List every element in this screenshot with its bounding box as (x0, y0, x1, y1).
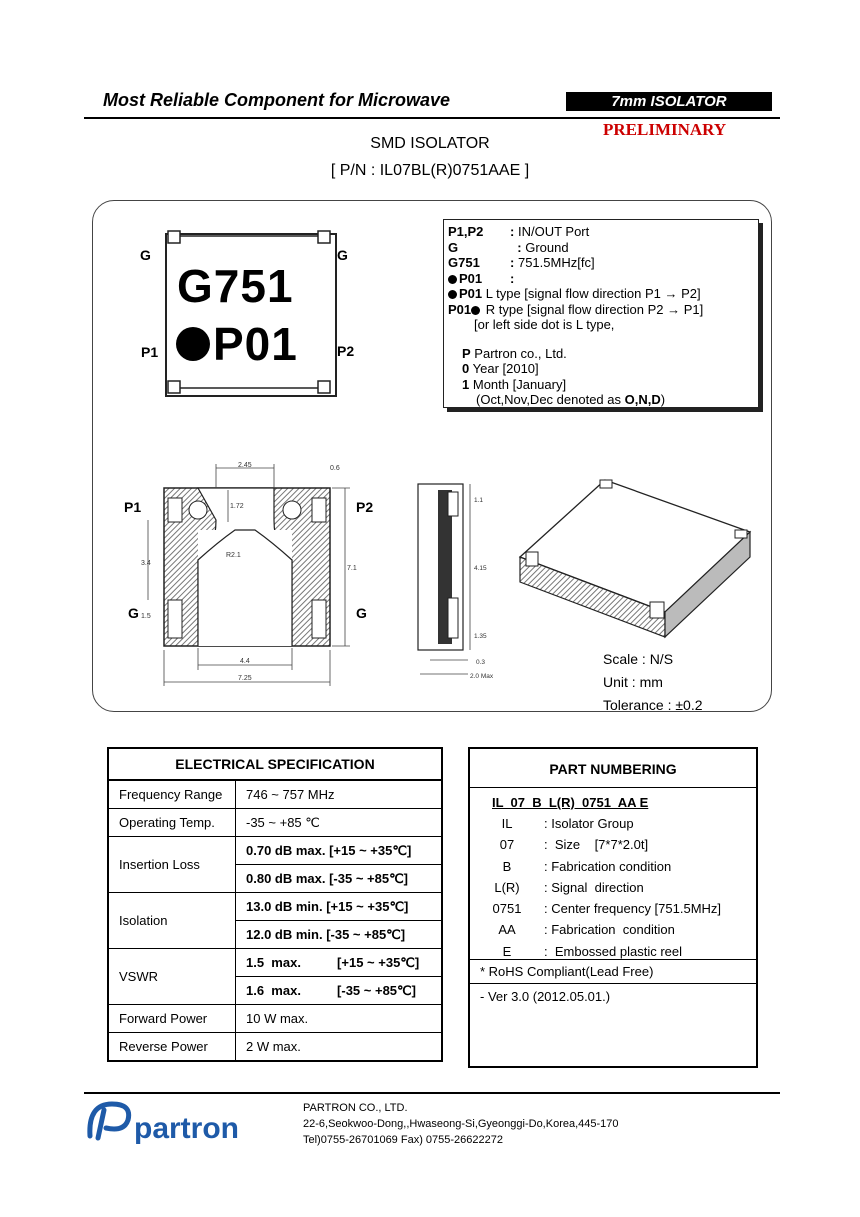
dim-label-g-left: G (128, 605, 139, 621)
company-address: 22-6,Seokwoo-Dong,,Hwaseong-Si,Gyeonggi-Do,Korea,445-170 (303, 1118, 619, 1130)
marking-label-g-left: G (140, 247, 151, 263)
divider (470, 959, 756, 960)
part-code-list (470, 813, 756, 962)
dim-label-p1: P1 (124, 499, 142, 515)
list-item: L(R) : Signal direction (494, 879, 644, 895)
dot-icon (471, 306, 480, 315)
bottom-view-drawing (140, 460, 360, 690)
document-part-number: [ P/N : IL07BL(R)0751AAE ] (330, 162, 530, 179)
list-item: B : Fabrication condition (502, 858, 672, 874)
dim-text: 1.1 (474, 497, 484, 504)
dot-icon (448, 290, 457, 299)
list-item: AA : Fabrication condition (498, 922, 675, 938)
list-item: 07 : Size [7*7*2.0t] (499, 837, 649, 853)
version-note: - Ver 3.0 (2012.05.01.) (480, 989, 611, 1004)
table-row: 0.80 dB max. [-35 ~ +85℃] (109, 865, 441, 893)
unit-note: Unit : mm (603, 674, 663, 690)
dim-text: 0.3 (476, 659, 486, 666)
table-row: Frequency Range 746 ~ 757 MHz (109, 781, 441, 809)
tolerance-note: Tolerance : ±0.2 (603, 697, 703, 713)
company-name: PARTRON CO., LTD. (303, 1102, 408, 1114)
rohs-note: * RoHS Compliant(Lead Free) (480, 964, 654, 979)
side-view-drawing (410, 478, 500, 683)
legend-row: G : Ground (448, 239, 569, 255)
dim-text: 3.4 (141, 560, 151, 567)
logo-wordmark: partron (134, 1112, 239, 1144)
legend-code-row: 0 Year [2010] (462, 361, 539, 376)
dim-text: 1.72 (230, 503, 244, 510)
legend-row-ltype: P01 L type [signal flow direction P1 → P2] (448, 286, 754, 302)
header-rule (84, 117, 780, 119)
table-row: 12.0 dB min. [-35 ~ +85℃] (109, 921, 441, 949)
dim-text: 4.4 (240, 658, 250, 665)
partron-logo (84, 1098, 284, 1144)
marking-label-p2: P2 (337, 343, 355, 359)
table-row: VSWR 1.5 max. [+15 ~ +35℃] (109, 949, 441, 977)
electrical-spec-title: ELECTRICAL SPECIFICATION (109, 749, 441, 780)
list-item: 0751 : Center frequency [751.5MHz] (492, 901, 722, 917)
scale-note: Scale : N/S (603, 651, 674, 667)
marking-terminals (160, 228, 340, 398)
marking-legend-box (443, 219, 759, 408)
marking-date-code: P01 (213, 318, 298, 370)
part-numbering-box (468, 747, 758, 1068)
dim-text: R2.1 (226, 552, 241, 559)
isometric-view-drawing (510, 472, 760, 642)
header-title: Most Reliable Component for Microwave (103, 90, 451, 110)
dim-text: 7.25 (238, 675, 252, 682)
legend-note: [or left side dot is L type, (474, 317, 615, 332)
legend-code-row: 1 Month [January] (462, 376, 567, 392)
dot-icon (448, 275, 457, 284)
list-item: IL : Isolator Group (501, 816, 634, 831)
dim-text: 2.0 Max (470, 673, 494, 680)
table-row: Operating Temp. -35 ~ +85 ℃ (109, 809, 441, 837)
dim-text: 2.45 (238, 462, 252, 469)
dim-text: 1.35 (474, 633, 487, 640)
company-contact: Tel)0755-26701069 Fax) 0755-26622272 (303, 1134, 503, 1146)
footer-rule (84, 1092, 780, 1094)
direction-dot-icon (176, 327, 210, 361)
product-badge: 7mm ISOLATOR (566, 92, 772, 111)
divider (470, 983, 756, 984)
marking-frequency-code: G751 (177, 260, 294, 312)
document-title: SMD ISOLATOR (370, 135, 490, 152)
table-row: 1.6 max. [-35 ~ +85℃] (109, 977, 441, 1005)
list-item: E : Embossed plastic reel (502, 943, 683, 959)
legend-row: P1,P2 : IN/OUT Port (448, 224, 590, 239)
legend-month-note: (Oct,Nov,Dec denoted as O,N,D) (476, 392, 666, 407)
legend-row: P01 : (448, 271, 754, 287)
table-row: Insertion Loss 0.70 dB max. [+15 ~ +35℃] (109, 837, 441, 865)
marking-label-p1: P1 (141, 344, 159, 360)
table-row: Isolation 13.0 dB min. [+15 ~ +35℃] (109, 893, 441, 921)
dim-text: 7.1 (347, 565, 357, 572)
table-row: Forward Power 10 W max. (109, 1005, 441, 1033)
preliminary-stamp: PRELIMINARY (603, 120, 727, 139)
part-number-code: IL 07 B L(R) 0751 AA E (492, 795, 649, 810)
company-info (303, 1100, 619, 1148)
dim-text: 0.6 (330, 465, 340, 472)
dim-text: 4.15 (474, 565, 487, 572)
electrical-spec-table (107, 747, 443, 1062)
table-row: Reverse Power 2 W max. (109, 1033, 441, 1061)
legend-code-row: P Partron co., Ltd. (462, 345, 567, 361)
dim-label-g-right: G (356, 605, 367, 621)
legend-row-rtype: P01 R type [signal flow direction P2 → P1] (448, 301, 704, 317)
dim-text: 1.5 (141, 613, 151, 620)
legend-row: G751 : 751.5MHz[fc] (448, 255, 595, 270)
dim-label-p2: P2 (356, 499, 374, 515)
marking-label-g-right: G (337, 247, 348, 263)
part-numbering-title: PART NUMBERING (470, 749, 756, 788)
